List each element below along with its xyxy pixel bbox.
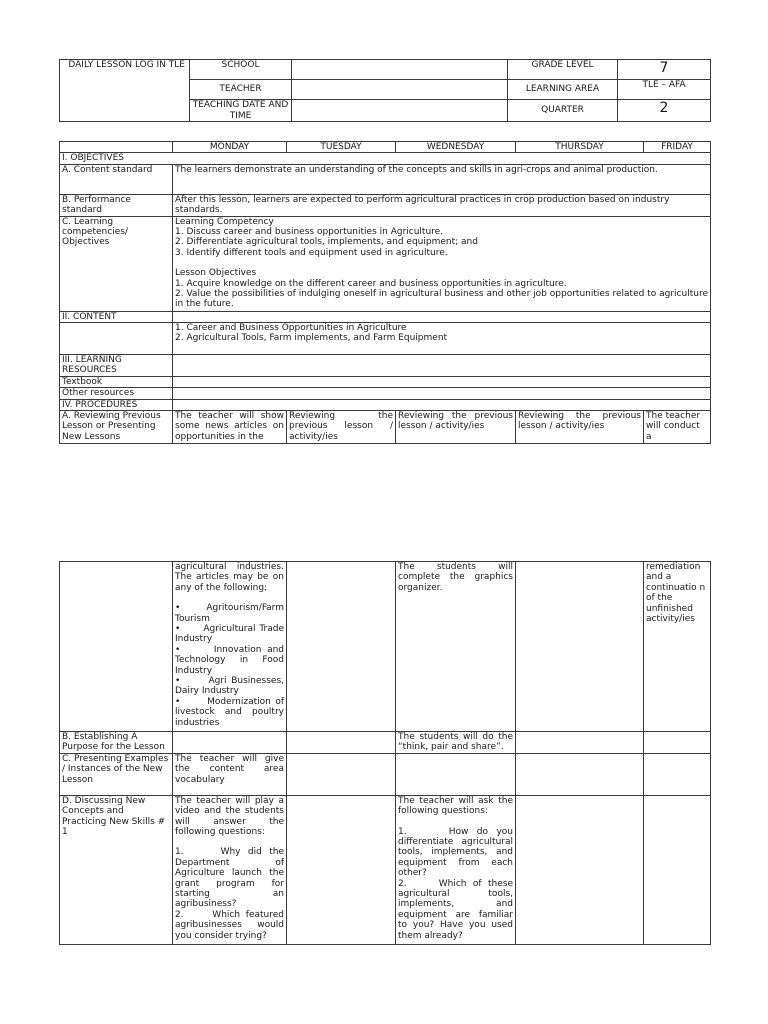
- procedure-b-label: B. Establishing A Purpose for the Lesson: [60, 732, 173, 754]
- competency-heading: Learning Competency: [175, 216, 274, 227]
- school-label: SCHOOL: [190, 60, 292, 80]
- question-item: 2. Which of these agricultural tools, implements, and equipment are familiar to you? Have you used them already?: [398, 878, 513, 941]
- article-item: • Modernization of livestock and poultry industries: [175, 696, 284, 728]
- performance-standard-text: After this lesson, learners are expected to perform agricultural practices in crop production based on industry standards.: [173, 194, 711, 216]
- day-header-monday: MONDAY: [173, 142, 287, 153]
- procedure-d-wednesday: [396, 795, 516, 944]
- day-header-tuesday: TUESDAY: [287, 142, 396, 153]
- textbook-label: Textbook: [60, 376, 173, 387]
- procedure-a-wednesday: Reviewing the previous lesson / activity/ies: [396, 411, 516, 444]
- procedure-a-monday-continued: [173, 562, 287, 732]
- question-item: 1. How do you differentiate agricultural tools, implements, and equipment from each other?: [398, 826, 513, 879]
- article-item: • Agri Businesses, Dairy Industry: [175, 676, 284, 697]
- learning-resources-heading: III. LEARNING RESOURCES: [60, 355, 173, 377]
- content-item: 1. Career and Business Opportunities in Agriculture: [175, 323, 407, 334]
- competency-item: 1. Discuss career and business opportunities in Agriculture.: [175, 227, 444, 238]
- procedure-a-tuesday: Reviewing the previous lesson / activity/ies: [287, 411, 396, 444]
- article-item: • Agricultural Trade Industry: [175, 624, 284, 645]
- quarter-value: 2: [618, 100, 711, 122]
- teacher-value: [292, 80, 508, 100]
- teacher-label: TEACHER: [190, 80, 292, 100]
- quarter-label: QUARTER: [508, 100, 618, 122]
- objectives-heading: I. OBJECTIVES: [60, 153, 711, 164]
- day-header-wednesday: WEDNESDAY: [396, 142, 516, 153]
- competency-item: 3. Identify different tools and equipment used in agriculture.: [175, 247, 448, 258]
- content-standard-text: The learners demonstrate an understanding of the concepts and skills in agri-crops and animal production.: [173, 164, 711, 194]
- procedure-a-friday: The teacher will conduct a: [644, 411, 711, 444]
- article-item: • Innovation and Technology in Food Industry: [175, 644, 284, 676]
- performance-standard-label: B. Performance standard: [60, 194, 173, 216]
- question-item: 2. Which featured agribusinesses would you consider trying?: [175, 909, 284, 941]
- header-table: [59, 59, 711, 122]
- procedure-d-monday: [173, 795, 287, 944]
- lesson-objective-item: 2. Value the possibilities of indulging oneself in agricultural business and other job opportunities related to agriculture in the future.: [175, 289, 708, 310]
- lesson-plan-table-continued: [59, 561, 711, 945]
- procedure-a-thursday: Reviewing the previous lesson / activity/ies: [516, 411, 644, 444]
- procedure-c-monday: The teacher will give the content area vocabulary: [173, 753, 287, 795]
- competencies-label: C. Learning competencies/ Objectives: [60, 216, 173, 311]
- day-header-blank: [60, 142, 173, 153]
- content-item: 2. Agricultural Tools, Farm implements, and Farm Equipment: [175, 333, 448, 344]
- learning-area-label: LEARNING AREA: [508, 80, 618, 100]
- log-title: DAILY LESSON LOG IN TLE: [60, 60, 190, 122]
- procedure-a-friday-continued: remediation and a continuatio n of the unfinished activity/ies: [644, 562, 711, 732]
- grade-level-label: GRADE LEVEL: [508, 60, 618, 80]
- article-item: • Agritourism/Farm Tourism: [175, 603, 284, 624]
- procedure-a-wednesday-continued: The students will complete the graphics organizer.: [396, 562, 516, 732]
- content-heading: II. CONTENT: [60, 311, 173, 322]
- articles-intro: agricultural industries. The articles may be on any of the following:: [175, 562, 284, 593]
- video-questions-intro: The teacher will play a video and the students will answer the following questions:: [175, 795, 284, 838]
- procedure-c-label: C. Presenting Examples / Instances of the New Lesson: [60, 753, 173, 795]
- day-header-friday: FRIDAY: [644, 142, 711, 153]
- procedure-a-label: A. Reviewing Previous Lesson or Presenting New Lessons: [60, 411, 173, 444]
- question-item: 1. Why did the Department of Agriculture launch the grant program for starting an agribusiness?: [175, 847, 284, 910]
- competency-item: 2. Differentiate agricultural tools, implements, and equipment; and: [175, 237, 478, 248]
- procedure-d-label: D. Discussing New Concepts and Practicing New Skills # 1: [60, 795, 173, 944]
- grade-level-value: 7: [618, 60, 711, 80]
- content-standard-label: A. Content standard: [60, 164, 173, 194]
- school-value: [292, 60, 508, 80]
- lesson-plan-table: [59, 141, 711, 444]
- competencies-cell: [173, 216, 711, 311]
- day-header-thursday: THURSDAY: [516, 142, 644, 153]
- lesson-objectives-heading: Lesson Objectives: [175, 268, 257, 279]
- procedures-heading: IV. PROCEDURES: [60, 399, 173, 410]
- teaching-date-value: [292, 100, 508, 122]
- content-items-cell: [173, 323, 711, 355]
- other-resources-label: Other resources: [60, 388, 173, 399]
- procedure-a-monday: The teacher will show some news articles on opportunities in the: [173, 411, 287, 444]
- teacher-questions-intro: The teacher will ask the following questions:: [398, 795, 513, 817]
- procedure-b-wednesday: The students will do the “think, pair and share”.: [396, 732, 516, 754]
- learning-area-value: TLE – AFA: [618, 80, 711, 100]
- teaching-date-label: TEACHING DATE AND TIME: [190, 100, 292, 122]
- lesson-objective-item: 1. Acquire knowledge on the different career and business opportunities in agriculture.: [175, 278, 567, 289]
